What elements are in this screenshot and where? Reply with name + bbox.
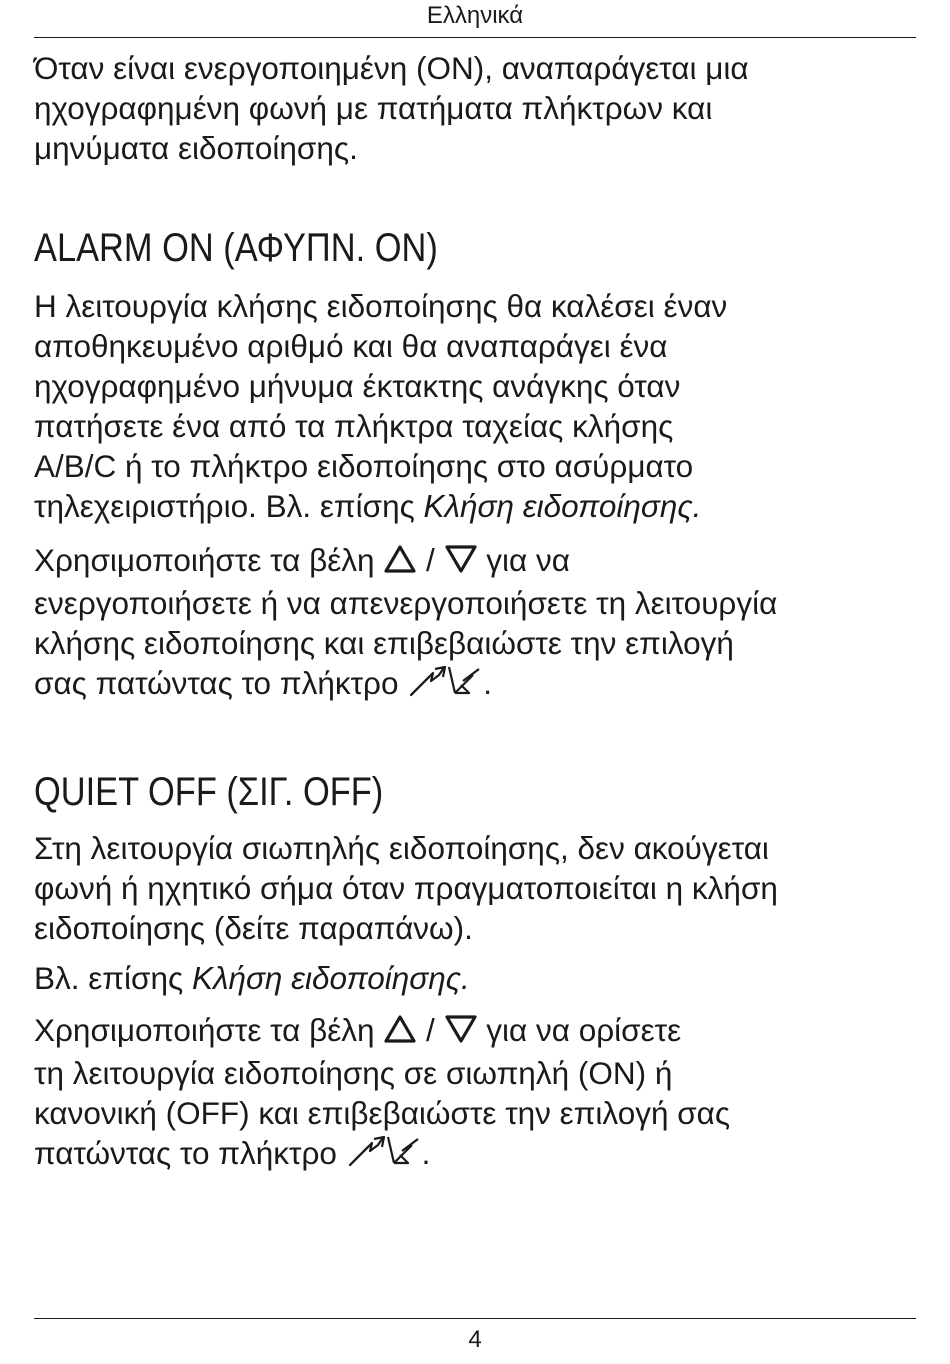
header-language-title: Ελληνικά	[426, 2, 524, 29]
intro-line: Όταν είναι ενεργοποιημένη (ON), αναπαράγεται μια	[34, 50, 749, 86]
quiet-see-text: Βλ. επίσης	[34, 959, 192, 996]
quiet-see-also-link-text: Κλήση ειδοποίησης.	[191, 959, 470, 996]
alarm-instructions	[34, 540, 918, 708]
call-confirm-key-icon	[346, 1133, 422, 1178]
page-content	[34, 48, 918, 1178]
quiet-instr-line: κανονική (OFF) και επιβεβαιώστε την επιλογή σας	[34, 1094, 731, 1131]
call-confirm-key-icon	[407, 663, 483, 708]
quiet-instr-text: για να ορίσετε	[477, 1011, 682, 1048]
quiet-see-also	[34, 958, 918, 998]
alarm-heading: ALARM ON (ΑΦΥΠΝ. ON)	[34, 226, 438, 270]
alarm-desc-line: Η λειτουργία κλήσης ειδοποίησης θα καλέσει έναν	[34, 288, 728, 324]
alarm-description	[34, 286, 918, 526]
down-arrow-icon	[444, 1013, 478, 1053]
quiet-instr-line	[34, 1010, 918, 1053]
down-arrow-icon	[444, 543, 478, 583]
alarm-desc-line: αποθηκευμένο αριθμό και θα αναπαράγει ένα	[34, 328, 668, 364]
alarm-desc-line: A/B/C ή το πλήκτρο ειδοποίησης στο ασύρματο	[34, 448, 694, 484]
quiet-instr-slash: /	[417, 1011, 444, 1048]
alarm-instr-text: σας πατώντας το πλήκτρο	[34, 664, 408, 701]
quiet-instr-text: Χρησιμοποιήστε τα βέλη	[34, 1011, 384, 1048]
up-arrow-icon	[383, 1013, 417, 1053]
alarm-instr-line: ενεργοποιήσετε ή να απενεργοποιήσετε τη λειτουργία	[34, 584, 778, 621]
alarm-desc-line: ηχογραφημένο μήνυμα έκτακτης ανάγκης όταν	[34, 368, 681, 404]
alarm-instr-line	[34, 663, 918, 708]
quiet-heading: QUIET OFF (ΣΙΓ. OFF)	[34, 769, 384, 814]
alarm-instr-line: κλήσης ειδοποίησης και επιβεβαιώστε την επιλογή	[34, 624, 734, 661]
quiet-desc-line: Στη λειτουργία σιωπηλής ειδοποίησης, δεν ακούγεται	[34, 829, 769, 866]
quiet-description	[34, 828, 918, 948]
quiet-instr-text: πατώντας το πλήκτρο	[34, 1134, 346, 1171]
intro-line: ηχογραφημένη φωνή με πατήματα πλήκτρων και	[34, 90, 713, 126]
page-header	[34, 0, 916, 38]
alarm-desc-line: πατήσετε ένα από τα πλήκτρα ταχείας κλήσης	[34, 408, 674, 444]
up-arrow-icon	[383, 543, 417, 583]
quiet-instructions	[34, 1010, 918, 1178]
alarm-desc-line	[34, 486, 918, 526]
footer-divider	[34, 1318, 916, 1319]
quiet-desc-line: φωνή ή ηχητικό σήμα όταν πραγματοποιείται η κλήση	[34, 869, 778, 906]
alarm-instr-text: .	[483, 664, 492, 701]
quiet-instr-line: τη λειτουργία ειδοποίησης σε σιωπηλή (ON) ή	[34, 1054, 673, 1091]
quiet-see-line	[34, 958, 918, 998]
page-number: 4	[468, 1326, 482, 1353]
alarm-instr-text: Χρησιμοποιήστε τα βέλη	[34, 542, 384, 578]
alarm-instr-line	[34, 540, 918, 583]
alarm-desc-text: τηλεχειριστήριο. Βλ. επίσης	[34, 488, 424, 524]
quiet-instr-text: .	[421, 1134, 431, 1171]
intro-line: μηνύματα ειδοποίησης.	[34, 130, 358, 166]
intro-paragraph	[34, 48, 918, 168]
quiet-instr-line	[34, 1133, 918, 1178]
quiet-desc-line: ειδοποίησης (δείτε παραπάνω).	[34, 909, 473, 946]
alarm-see-also-link-text: Κλήση ειδοποίησης.	[423, 488, 702, 524]
alarm-instr-slash: /	[417, 542, 444, 578]
alarm-instr-text: για να	[477, 542, 570, 578]
